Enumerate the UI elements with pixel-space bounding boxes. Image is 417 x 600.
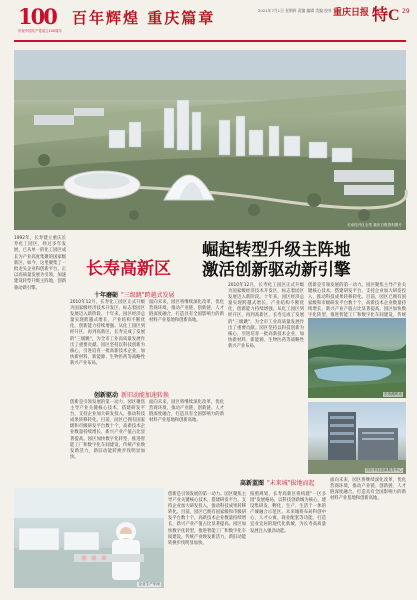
section-2-body-right: 面向未来，园区将继续深化改革，优化营商环境，推动产业链、创新链、人才链深度融合，打造具有全国影响力的新材料产业基地和创新高地。 (149, 400, 224, 424)
section-2-body-left: 创新是引领发展的第一动力。园区聚焦主导产业关键核心技术，搭建研发平台，支持企业加大研发投入，推动科技成果转移转化。目前，园区已拥有国家级和市级研发平台数十个，高新技术企业数量持续增长，新兴产业产值占比显著提高。园区加快数字化转型，推进智能工厂和数字化车间建设，传统产业焕发新活力，新旧动能转换步伐明显加快。 (70, 400, 145, 460)
centenary-logo: 100 (18, 4, 56, 29)
section-3-heading (240, 478, 315, 487)
headline-line-2: 激活创新驱动新引擎 (202, 260, 351, 279)
date-line: 2021年7月1日 星期四 责编 编辑 美编 校对 (258, 8, 332, 13)
logo-subtitle: 庆祝中国共产党成立100周年 (18, 29, 62, 33)
page-number: 29 (402, 8, 410, 15)
section-1-tag: "三级跳"跨越式发展 (121, 292, 175, 299)
lake-photo (308, 318, 406, 398)
section-2-tag: 新旧动能加速转换 (121, 392, 170, 399)
section-3-body-right: 面向未来，园区将继续深化改革，优化营商环境，推动产业链、创新链、人才链深度融合，打造具有全国影响力的新材料产业基地和创新高地。 (330, 478, 406, 502)
section-3-title: 高新蓝图 (240, 480, 265, 487)
factory-photo-caption: 企业生产车间 (138, 582, 160, 586)
sidebar-intro-text: 1992年，长寿建立重庆长寿化工园区，经过多年发展，已从单一的化工园区成长为产业高度集聚的国家级新区。如今，这里聚集了一批龙头企业和创新平台，正以高质量发展为引领，加速建设转型升级主阵地、创新驱动新引擎。 (14, 236, 66, 291)
section-1-title: 十年磨砺 (94, 292, 119, 299)
building-illustration (308, 402, 406, 474)
headline-block (70, 236, 406, 282)
headline-kicker: 长寿高新区 (86, 259, 171, 279)
lake-photo-caption: 长寿湖风光 (384, 392, 402, 396)
aerial-rendering-illustration (14, 50, 406, 230)
right-body-column-top: 创新是引领发展的第一动力。园区聚焦主导产业关键核心技术，搭建研发平台，支持企业加大研发投入，推动科技成果转移转化。目前，园区已拥有国家级和市级研发平台数十个，高新技术企业数量持续增长，新兴产业产值占比显著提高。园区加快数字化转型，推进智能工厂和数字化车间建设，传统 (308, 283, 406, 319)
factory-photo (14, 488, 164, 588)
building-photo (308, 402, 406, 474)
newspaper-logo: 重庆日报 (333, 8, 370, 18)
section-1-body-right: 面向未来，园区将继续深化改革，优化营商环境，推动产业链、创新链、人才链深度融合，打造具有全国影响力的新材料产业基地和创新高地。 (149, 300, 224, 324)
hero-aerial-photo (14, 50, 406, 230)
column-title: 百年辉煌 重庆篇章 (72, 9, 216, 27)
section-3-tag: "未来城"拔地而起 (267, 480, 315, 487)
header-rule (14, 40, 406, 42)
section-3-body-middle: 按照规划，长寿高新区将构建"一区多园"发展格局，以科技创新城为核心，建设集研发、孵化、生产、生活于一体的产城融合示范区。未来城将布局科创中心、人才公寓、商业配套等功能，打造宜业宜居的现代化新城，为长寿高质量发展注入强劲动能。 (250, 492, 326, 534)
section-1-heading (94, 290, 175, 299)
factory-illustration (14, 488, 164, 588)
section-3-body-left: 创新是引领发展的第一动力。园区聚焦主导产业关键核心技术，搭建研发平台，支持企业加大研发投入，推动科技成果转移转化。目前，园区已拥有国家级和市级研发平台数十个，高新技术企业数量持续增长，新兴产业产值占比显著提高。园区加快数字化转型，推进智能工厂和数字化车间建设，传统产业焕发新活力，新旧动能转换步伐明显加快。 (168, 492, 246, 546)
masthead (0, 0, 417, 44)
center-body-column: 2010年12月，长寿化工园区正式升级为国家级经济技术开发区，标志着园区发展迈入新阶段。十年来，园区经济总量实现跨越式增长，产业结构不断优化，创新能力持续增强。从化工园区到经开区，再到高新区，长寿完成了发展的"三级跳"，为全市工业高质量发展作出了重要贡献。园区坚持以科技创新为核心，引进培育一批高新技术企业，加快新材料、新能源、生物医药等战略性新兴产业布局。 (228, 283, 304, 349)
section-1-body-left: 2010年12月，长寿化工园区正式升级为国家级经济技术开发区，标志着园区发展迈入新阶段。十年来，园区经济总量实现跨越式增长，产业结构不断优化，创新能力持续增强。从化工园区到经开区，再到高新区，长寿完成了发展的"三级跳"，为全市工业高质量发展作出了重要贡献。园区坚持以科技创新为核心，引进培育一批高新技术企业，加快新材料、新能源、生物医药等战略性新兴产业布局。 (70, 300, 145, 366)
lake-illustration (308, 318, 406, 398)
building-photo-caption: 园区科技创新服务中心 (366, 468, 402, 472)
headline-title (202, 240, 351, 280)
page-label: 特C (372, 7, 400, 24)
section-2-title: 创新驱动 (94, 392, 119, 399)
headline-line-1: 崛起转型升级主阵地 (202, 240, 351, 259)
section-2-heading (94, 390, 169, 399)
hero-caption: 长寿经开区全景 重庆日报资料图片 (346, 223, 402, 227)
